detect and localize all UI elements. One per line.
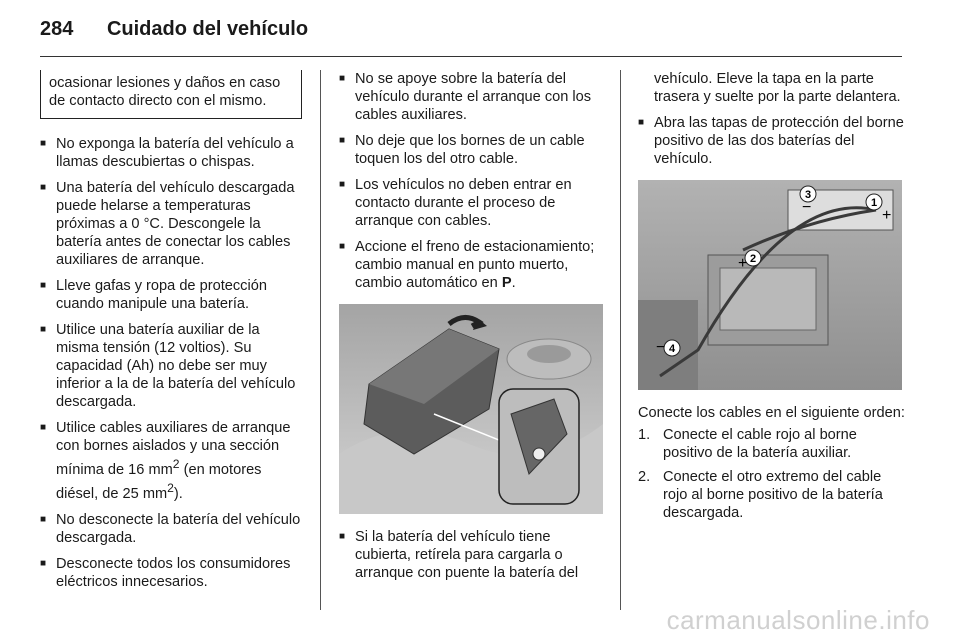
label-3: 3 xyxy=(804,189,812,201)
label-1: 1 xyxy=(870,197,878,209)
list-item: ■ Una batería del vehículo descargada puede helarse a temperaturas próximas a 0 °C. Descongele la batería antes de conectar los cables auxiliares de arranque. xyxy=(40,179,302,269)
jump-start-illustration xyxy=(638,180,902,390)
bullet-list-2 xyxy=(339,70,605,292)
label-4: 4 xyxy=(668,343,676,355)
column-2 xyxy=(339,70,605,590)
header-rule xyxy=(40,56,902,57)
continuation-text: vehículo. Eleve la tapa en la parte trasera y suelte por la parte delantera. xyxy=(654,71,901,105)
page-number: 284 xyxy=(40,18,74,40)
list-item: ■ Los vehículos no deben entrar en contacto durante el proceso de arranque con cables. xyxy=(339,176,605,230)
column-divider xyxy=(620,70,621,610)
page-title: Cuidado del vehículo xyxy=(106,18,309,40)
intro-text: Conecte los cables en el siguiente orden: xyxy=(638,405,905,421)
list-item: ■ Utilice cables auxiliares de arranque con bornes aislados y una sección mínima de 16 $mm^2$ (en motores diésel, de 25 $mm^2$). xyxy=(40,419,302,503)
list-item: ■ No se apoye sobre la batería del vehículo durante el arranque con los cables auxiliares. xyxy=(339,70,605,124)
list-item: ■ No desconecte la batería del vehículo descargada. xyxy=(40,511,302,547)
numbered-list xyxy=(638,426,906,522)
list-item: ■ Desconecte todos los consumidores eléctricos innecesarios. xyxy=(40,555,302,591)
list-item: ■ Si la batería del vehículo tiene cubierta, retírela para cargarla o arranque con puente la batería del xyxy=(339,528,605,582)
plus-symbol: + xyxy=(882,207,892,224)
label-2: 2 xyxy=(749,253,757,265)
warning-box xyxy=(40,70,302,119)
watermark: carmanualsonline.info xyxy=(666,605,930,635)
list-item: ■ Utilice una batería auxiliar de la misma tensión (12 voltios). Su capacidad (Ah) no debe ser muy inferior a la de la batería del vehículo descargada. xyxy=(40,321,302,411)
column-3 xyxy=(638,70,906,528)
bullet-list-4 xyxy=(638,114,906,168)
page-header xyxy=(40,18,308,41)
column-1 xyxy=(40,70,302,599)
list-item: 2. Conecte el otro extremo del cable rojo al borne positivo de la batería descargada. xyxy=(638,469,883,521)
minus-symbol: − xyxy=(802,199,812,216)
list-item: ■ Accione el freno de estacionamiento; cambio manual en punto muerto, cambio automático en P. xyxy=(339,238,605,292)
column-divider xyxy=(320,70,321,610)
bullet-list-1 xyxy=(40,135,302,591)
bullet-list-3 xyxy=(339,528,605,582)
list-item: 1. Conecte el cable rojo al borne positivo de la batería auxiliar. xyxy=(638,427,857,461)
list-item: ■ No deje que los bornes de un cable toquen los del otro cable. xyxy=(339,132,605,168)
list-item: ■ Lleve gafas y ropa de protección cuando manipule una batería. xyxy=(40,277,302,313)
list-item: ■ Abra las tapas de protección del borne positivo de las dos baterías del vehículo. xyxy=(638,114,906,168)
warning-text: ocasionar lesiones y daños en caso de contacto directo con el mismo. xyxy=(49,75,281,109)
plus-symbol: + xyxy=(738,255,748,272)
minus-symbol: − xyxy=(656,339,666,356)
battery-cover-illustration xyxy=(339,304,603,514)
list-item: ■ No exponga la batería del vehículo a llamas descubiertas o chispas. xyxy=(40,135,302,171)
